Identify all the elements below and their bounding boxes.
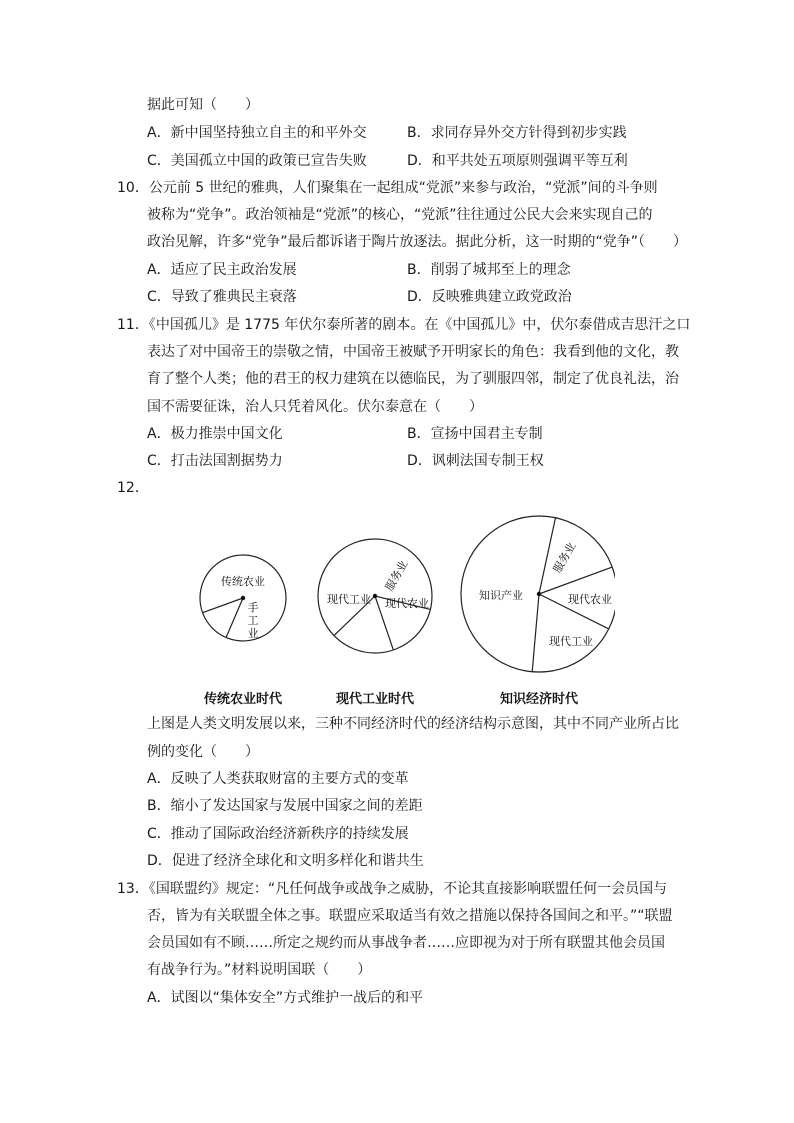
- pie-3-slice-label-2: 服务业: [550, 540, 579, 576]
- pie-2-slice-label-3: 现代农业: [385, 597, 429, 610]
- q9-option-c: C．美国孤立中国的政策已宣告失败: [147, 153, 367, 169]
- pie-3-slice-label-3: 现代农业: [568, 593, 612, 606]
- pie-3-slice-label-1: 知识产业: [479, 589, 523, 602]
- q10-option-c: C．导致了雅典民主衰落: [147, 289, 297, 305]
- q12-option-b: B．缩小了发达国家与发展中国家之间的差距: [147, 798, 423, 814]
- q9-option-a: A．新中国坚持独立自主的和平外交: [147, 125, 367, 141]
- q10-line2: 被称为“党争”。政治领袖是“党派”的核心，“党派”往往通过公民大会来实现自己的: [147, 207, 653, 223]
- pie-2-slice-label-1: 现代工业: [327, 593, 371, 606]
- q11-option-d: D．讽刺法国专制王权: [407, 453, 544, 469]
- pie-3-slice-label-4: 现代工业: [549, 635, 593, 648]
- pie-3-slice-boundary-3: [539, 567, 612, 594]
- q9-tail: 据此可知（ ）: [147, 97, 259, 113]
- pie-3-slice-boundary-2: [539, 518, 555, 594]
- q13-option-a: A．试图以“集体安全”方式维护一战后的和平: [147, 990, 424, 1006]
- pie-2-slice-label-2: 服务业: [382, 558, 411, 594]
- economic-structure-pie-charts: [195, 508, 615, 713]
- pie-1-slice-label-1: 传统农业: [221, 575, 265, 588]
- q11-option-b: B．宣扬中国君主专制: [407, 426, 543, 442]
- q12-option-a: A．反映了人类获取财富的主要方式的变革: [147, 771, 409, 787]
- q13-line2: 否，皆为有关联盟全体之事。联盟应采取适当有效之措施以保持各国间之和平。”“联盟: [147, 908, 673, 924]
- q10-option-b: B．削弱了城邦至上的理念: [407, 262, 571, 278]
- q12-stem-line2: 例的变化（ ）: [147, 744, 259, 760]
- q11-line1: 11．《中国孤儿》是 1775 年伏尔泰所著的剧本。在《中国孤儿》中，伏尔泰借成吉思汗之口: [117, 317, 691, 333]
- q11-option-a: A．极力推崇中国文化: [147, 426, 283, 442]
- q12-stem-line1: 上图是人类文明发展以来，三种不同经济时代的经济结构示意图，其中不同产业所占比: [147, 716, 679, 732]
- pie-caption-2: 现代工业时代: [335, 692, 415, 707]
- pie-center-1: [241, 596, 245, 600]
- q10-line1: 10．公元前 5 世纪的雅典，人们聚集在一起组成“党派”来参与政治，“党派”间的斗争则: [117, 180, 658, 196]
- q10-option-d: D．反映雅典建立政党政治: [407, 289, 572, 305]
- pie-caption-3: 知识经济时代: [499, 692, 579, 707]
- pie-1-slice-boundary-2: [226, 598, 243, 638]
- pie-1-slice-boundary-1: [203, 598, 243, 613]
- q11-line4: 国不需要征诛，治人只凭着风化。伏尔泰意在（ ）: [147, 399, 483, 415]
- q10-option-a: A．适应了民主政治发展: [147, 262, 297, 278]
- pie-center-2: [373, 594, 377, 598]
- q12-option-c: C．推动了国际政治经济新秩序的持续发展: [147, 826, 409, 842]
- q12-number: 12．: [117, 480, 149, 496]
- pie-caption-1: 传统农业时代: [203, 692, 283, 707]
- pie-3-slice-boundary-1: [532, 594, 539, 672]
- pie-center-3: [537, 592, 541, 596]
- q9-option-b: B．求同存异外交方针得到初步实践: [407, 125, 627, 141]
- q9-option-d: D．和平共处五项原则强调平等互利: [407, 153, 628, 169]
- q10-line3: 政治见解，许多“党争”最后都诉诸于陶片放逐法。据此分析，这一时期的“党争”（ ）: [147, 234, 688, 250]
- q11-option-c: C．打击法国割据势力: [147, 453, 283, 469]
- q13-line1: 13．《国联盟约》规定：“凡任何战争或战争之威胁，不论其直接影响联盟任何一会员国与: [117, 881, 668, 897]
- pie-1-slice-label-2: 手工业: [247, 601, 259, 640]
- q12-option-d: D．促进了经济全球化和文明多样化和谐共生: [147, 853, 424, 869]
- q13-line3: 会员国如有不顾……所定之规约而从事战争者……应即视为对于所有联盟其他会员国: [147, 935, 665, 951]
- q11-line2: 表达了对中国帝王的崇敬之情，中国帝王被赋予开明家长的角色：我看到他的文化，教: [147, 344, 679, 360]
- q13-line4: 有战争行为。”材料说明国联（ ）: [147, 962, 372, 978]
- q11-line3: 育了整个人类；他的君王的权力建筑在以德临民，为了驯服四邻，制定了优良礼法，治: [147, 371, 679, 387]
